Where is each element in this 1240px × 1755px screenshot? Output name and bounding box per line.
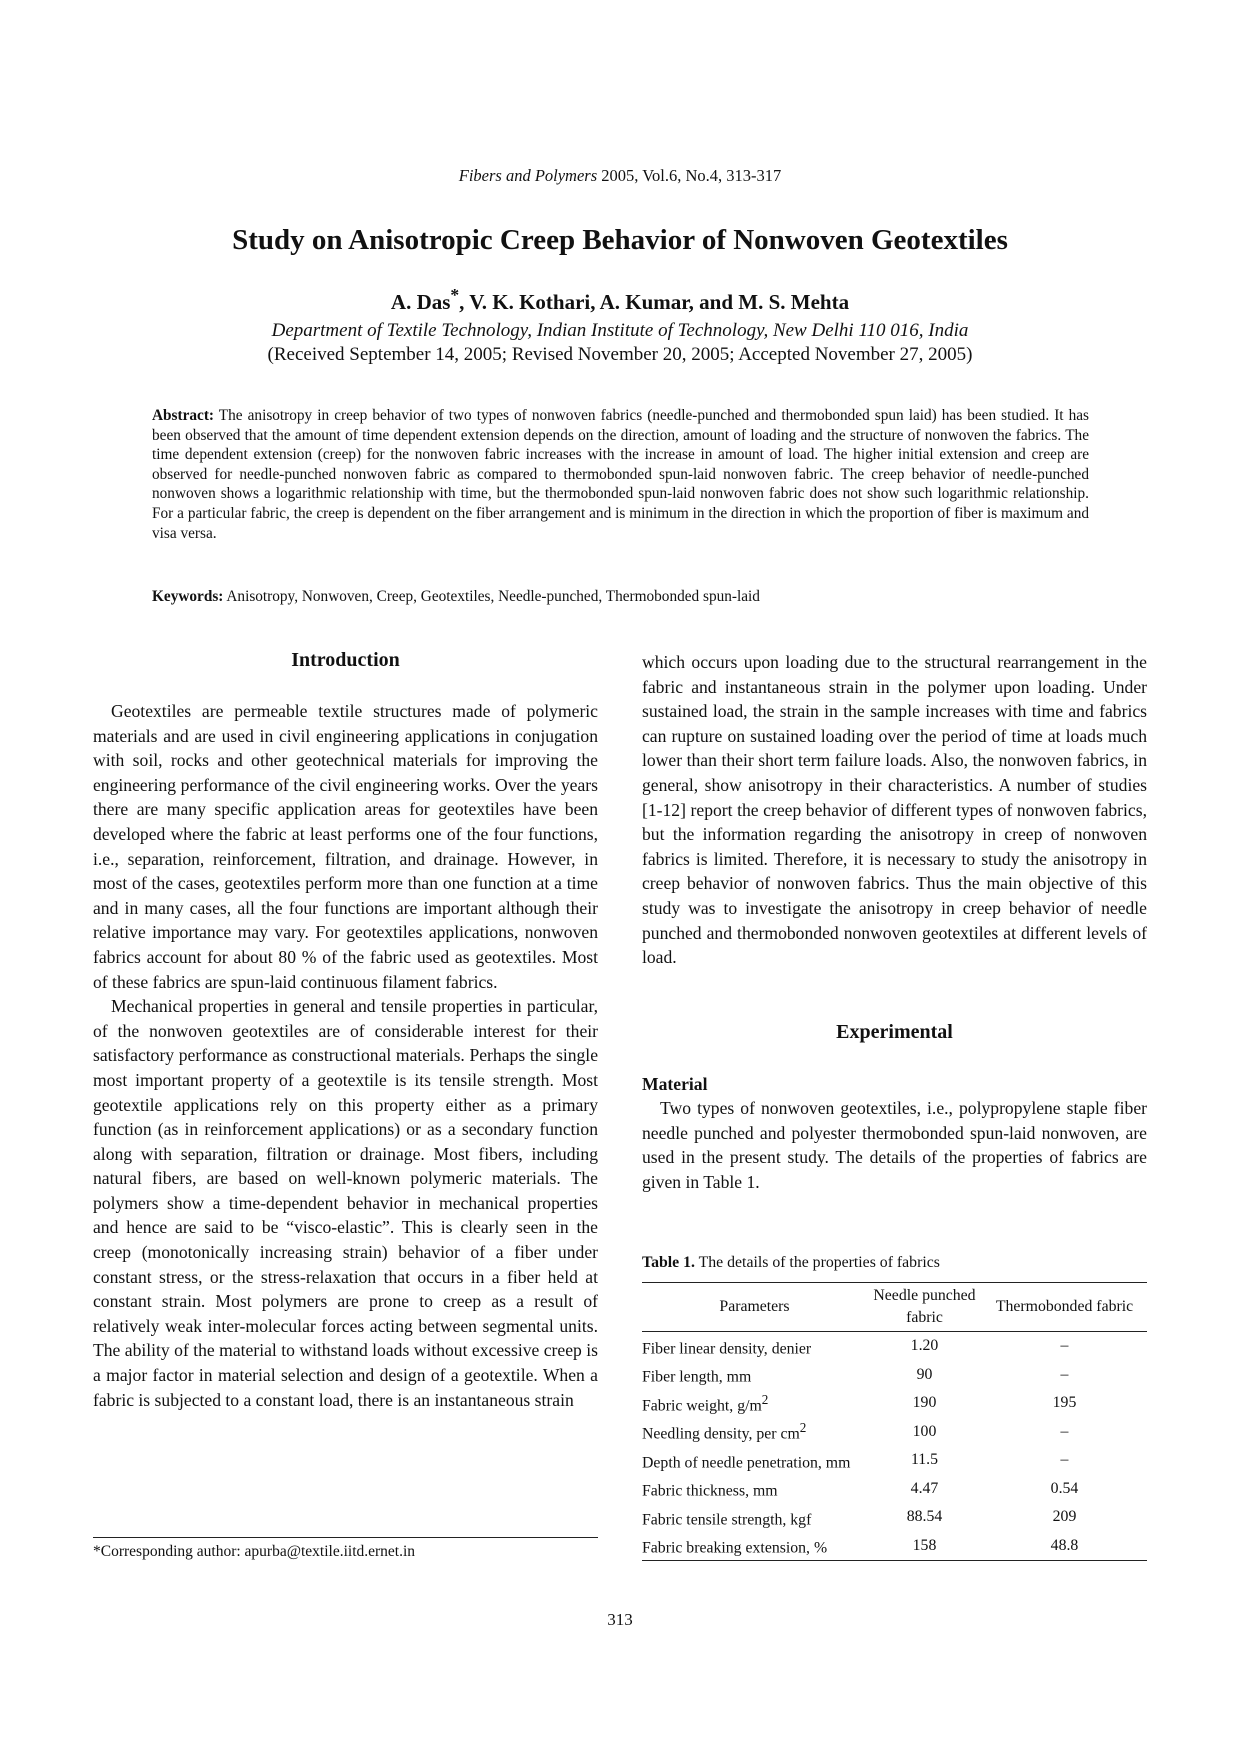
table-row	[642, 1418, 1147, 1447]
received-dates: (Received September 14, 2005; Revised November 20, 2005; Accepted November 27, 2005)	[267, 344, 973, 365]
param-label: Depth of needle penetration, mm	[642, 1453, 851, 1471]
needle-value: 90	[916, 1365, 933, 1383]
footnote-rule	[93, 1537, 598, 1538]
thermo-value: –	[1060, 1365, 1069, 1383]
param-cell	[642, 1332, 867, 1361]
thermo-value: 48.8	[1050, 1536, 1079, 1554]
corresponding-mark: *	[450, 285, 460, 305]
material-text-block	[642, 1096, 1147, 1194]
abstract-text: The anisotropy in creep behavior of two types of nonwoven fabrics (needle-punched and thermobonded spun laid) has been studied. It has been observed that the amount of time dependent extension depends on the direction, amount of loading and the structure of nonwoven the fabrics. The time dependent extension (creep) for the nonwoven fabric increases with the increase in amount of load. The higher initial extension and creep are observed for needle-punched nonwoven fabric as compared to thermobonded spun-laid nonwoven fabric. The creep behavior of needle-punched nonwoven shows a logarithmic relationship with time, but the thermobonded spun-laid nonwoven fabric does not show such logarithmic relationship. For a particular fabric, the creep is dependent on the fiber arrangement and is minimum in the direction in which the proportion of fiber is maximum and visa versa.	[152, 407, 1089, 542]
needle-value: 4.47	[910, 1479, 939, 1497]
needle-value: 1.20	[910, 1337, 939, 1355]
intro-paragraph-continued: which occurs upon loading due to the structural rearrangement in the fabric and instantaneous strain in the polymer upon loading. Under sustained load, the strain in the sample increases with time and fabrics can rupture on sustained loading over the period of time at loads much lower than their short term failure loads. Also, the nonwoven fabrics, in general, show anisotropy in their characteristics. A number of studies [1-12] report the creep behavior of different types of nonwoven fabrics, but the information regarding the anisotropy in creep of nonwoven fabrics is limited. Therefore, it is necessary to study the anisotropy in creep behavior of nonwoven fabrics. Thus the main objective of this study was to investigate the anisotropy in creep behavior of needle punched and thermobonded nonwoven geotextiles at different levels of load.	[642, 652, 1147, 968]
left-column	[93, 699, 598, 1412]
material-subheading: Material	[642, 1074, 708, 1094]
abstract	[152, 406, 1089, 543]
param-label: Fabric thickness, mm	[642, 1482, 778, 1500]
needle-value: 190	[912, 1394, 937, 1412]
param-label: Fabric tensile strength, kgf	[642, 1510, 812, 1528]
table-header-row	[642, 1283, 1147, 1332]
intro-paragraph-2: Mechanical properties in general and tensile properties in particular, of the nonwoven geotextiles are of considerable interest for their satisfactory performance as constructional materials. Perhaps the single most important property of a geotextile is its tensile strength. Most geotextile applications rely on this property either as a primary function (as in reinforcement applications) or as a secondary function along with separation, filtration or drainage. Most fibers, including natural fibers, are based on well-known polymeric materials. The polymers show a time-dependent behavior in mechanical properties and hence are said to be “visco-elastic”. This is clearly seen in the creep (monotonically increasing strain) behavior of a fiber under constant stress, or the stress-relaxation that occurs in a fiber held at constant strain. Most polymers are prone to creep as a result of relatively weak inter-molecular forces acting between segmental units. The ability of the material to withstand loads without excessive creep is a major factor in material selection and design of a geotextile. When a fabric is subjected to a constant load, there is an instantaneous strain	[93, 996, 598, 1410]
intro-paragraph-1: Geotextiles are permeable textile structures made of polymeric materials and are used in civil engineering applications in conjugation with soil, rocks and other geotechnical materials for improving the engineering performance of the civil engineering works. Over the years there are many specific application areas for geotextiles have been developed where the fabric at least performs one of the four functions, i.e., separation, reinforcement, filtration, and drainage. However, in most of the cases, geotextiles perform more than one function at a time and in many cases, all the four functions are important although their relative importance may vary. For geotextiles applications, nonwoven fabrics account for about 80 % of the fabric used as geotextiles. Most of these fabrics are spun-laid continuous filament fabrics.	[93, 701, 598, 992]
param-label: Fiber linear density, denier	[642, 1339, 812, 1357]
param-cell	[642, 1532, 867, 1561]
author-list	[0, 285, 1240, 315]
page-number: 313	[607, 1610, 633, 1629]
param-cell	[642, 1361, 867, 1390]
thermo-value: –	[1060, 1451, 1069, 1469]
param-label: Fabric weight, g/m	[642, 1396, 762, 1414]
affiliation: Department of Textile Technology, Indian Institute of Technology, New Delhi 110 016, India	[271, 320, 969, 341]
thermo-value: –	[1060, 1337, 1069, 1355]
thermo-value: –	[1060, 1422, 1069, 1440]
properties-table	[642, 1282, 1147, 1561]
abstract-label: Abstract:	[152, 407, 215, 424]
paper-title: Study on Anisotropic Creep Behavior of Nonwoven Geotextiles	[232, 224, 1008, 256]
table-caption	[642, 1254, 1147, 1272]
table-row	[642, 1532, 1147, 1561]
param-cell	[642, 1475, 867, 1504]
param-label: Fabric breaking extension, %	[642, 1539, 828, 1557]
right-column	[642, 650, 1147, 970]
param-cell	[642, 1389, 867, 1418]
header-needle-punched: Needle punched fabric	[873, 1287, 976, 1326]
keywords-text: Anisotropy, Nonwoven, Creep, Geotextiles, Needle-punched, Thermobonded spun-laid	[223, 588, 760, 605]
journal-volume: 2005, Vol.6, No.4, 313-317	[597, 166, 782, 185]
thermo-value: 195	[1052, 1394, 1077, 1412]
footnote: *Corresponding author: apurba@textile.iitd.ernet.in	[93, 1543, 416, 1560]
table-caption-label: Table 1.	[642, 1254, 695, 1271]
first-author: A. Das	[390, 290, 451, 314]
table-row	[642, 1361, 1147, 1390]
header-parameters: Parameters	[719, 1298, 790, 1315]
experimental-heading: Experimental	[836, 1021, 953, 1043]
keywords-label: Keywords:	[152, 588, 224, 605]
journal-citation	[0, 166, 1240, 186]
table-row	[642, 1475, 1147, 1504]
param-cell	[642, 1503, 867, 1532]
table-row	[642, 1503, 1147, 1532]
param-superscript: 2	[761, 1391, 769, 1407]
other-authors: , V. K. Kothari, A. Kumar, and M. S. Mehta	[459, 290, 850, 314]
thermo-value: 209	[1052, 1508, 1077, 1526]
param-superscript: 2	[799, 1420, 807, 1436]
table-row	[642, 1332, 1147, 1361]
param-label: Fiber length, mm	[642, 1368, 752, 1386]
header-thermobonded: Thermobonded fabric	[995, 1298, 1134, 1315]
param-cell	[642, 1418, 867, 1447]
needle-value: 158	[912, 1536, 937, 1554]
material-paragraph: Two types of nonwoven geotextiles, i.e., polypropylene staple fiber needle punched and polyester thermobonded spun-laid nonwoven, are used in the present study. The details of the properties of fabrics are given in Table 1.	[642, 1098, 1147, 1192]
needle-value: 100	[912, 1422, 937, 1440]
param-label: Needling density, per cm	[642, 1425, 800, 1443]
needle-value: 88.54	[906, 1508, 943, 1526]
table-row	[642, 1389, 1147, 1418]
introduction-heading: Introduction	[291, 649, 400, 671]
table-caption-text: The details of the properties of fabrics	[694, 1254, 940, 1271]
needle-value: 11.5	[910, 1451, 939, 1469]
param-cell	[642, 1446, 867, 1475]
journal-name: Fibers and Polymers	[458, 166, 598, 185]
thermo-value: 0.54	[1050, 1479, 1079, 1497]
keywords	[152, 588, 1089, 606]
table-row	[642, 1446, 1147, 1475]
